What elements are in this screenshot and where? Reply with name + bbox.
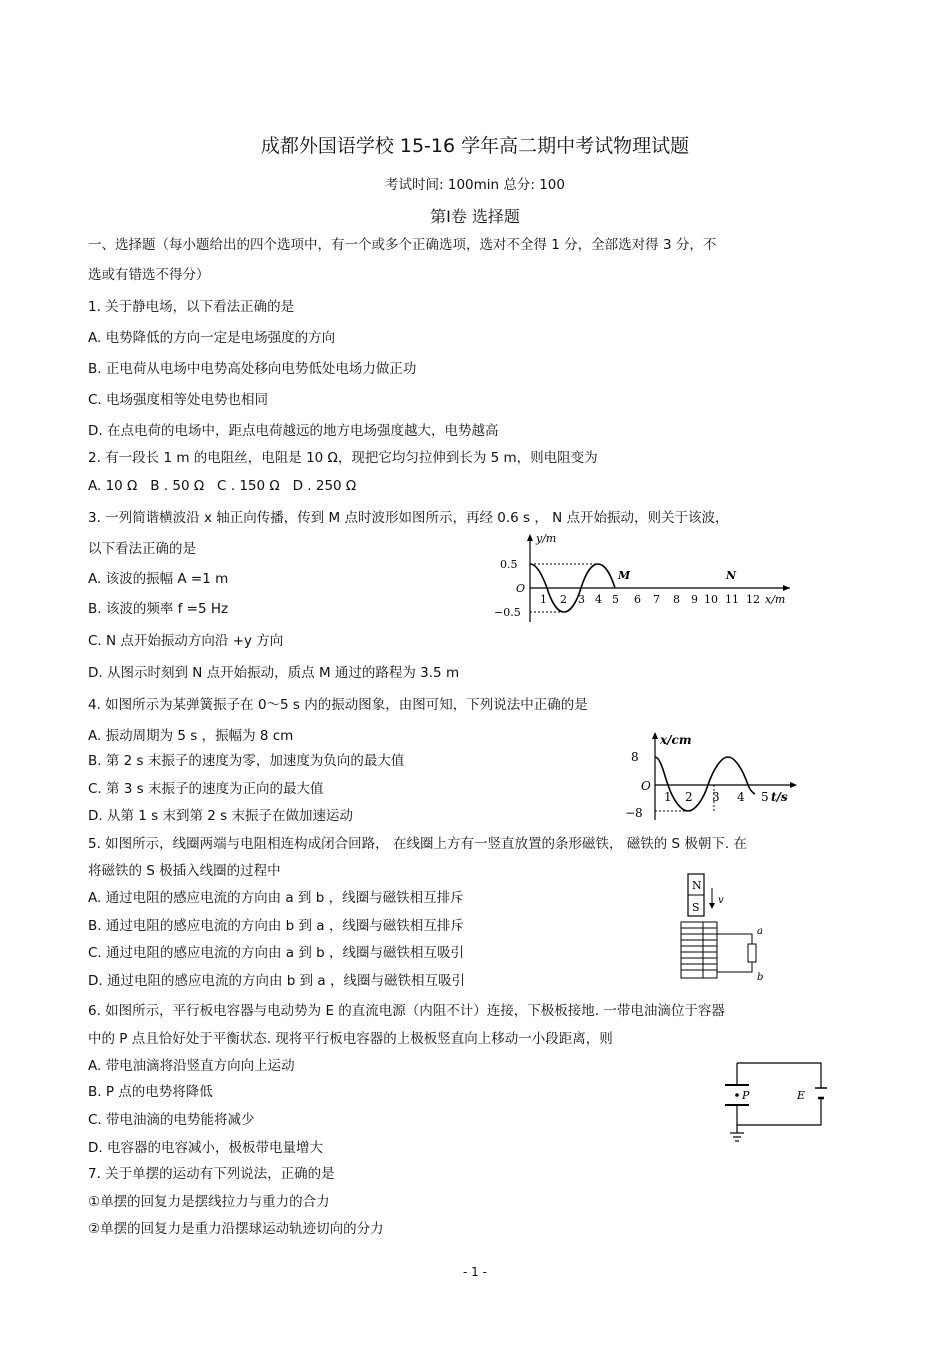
x-tick: 6 bbox=[634, 593, 641, 606]
q3-stem-2: 以下看法正确的是 bbox=[88, 541, 196, 557]
q3-option-a: A. 该波的振幅 A =1 m bbox=[88, 571, 229, 587]
q6-stem: 6. 如图所示，平行板电容器与电动势为 E 的直流电源（内阻不计）连接，下极板接地. 一带电油滴位于容器 bbox=[88, 1003, 725, 1019]
resistor bbox=[748, 944, 756, 962]
page-number: - 1 - bbox=[463, 1265, 487, 1279]
wire-top bbox=[737, 1063, 821, 1088]
q4-option-a: A. 振动周期为 5 s ，振幅为 8 cm bbox=[88, 728, 294, 744]
t-tick: 2 bbox=[685, 790, 693, 804]
q2-stem: 2. 有一段长 1 m 的电阻丝，电阻是 10 Ω，现把它均匀拉伸到长为 5 m，则电阻变为 bbox=[88, 450, 598, 466]
q6-option-b: B. P 点的电势将降低 bbox=[88, 1084, 213, 1100]
x-tick: 5 bbox=[612, 593, 619, 606]
wire-bottom bbox=[737, 1098, 821, 1125]
q7-statement-1: ①单摆的回复力是摆线拉力与重力的合力 bbox=[88, 1194, 330, 1210]
x-tick: 3 bbox=[578, 593, 585, 606]
point-N-label: N bbox=[726, 569, 737, 582]
q4-oscillation-figure bbox=[615, 728, 800, 828]
origin-label: O bbox=[641, 779, 651, 793]
point-P bbox=[735, 1093, 739, 1097]
x-tick: 4 bbox=[595, 593, 602, 606]
q1-stem: 1. 关于静电场，以下看法正确的是 bbox=[88, 299, 295, 315]
t-tick: 5 bbox=[761, 790, 769, 804]
magnet-N-label: N bbox=[692, 879, 702, 892]
y-tick-top: 8 bbox=[631, 750, 639, 764]
instructions-line-1: 一、选择题（每小题给出的四个选项中，有一个或多个正确选项，选对不全得 1 分，全部选对得 3 分，不 bbox=[88, 237, 717, 253]
t-tick: 4 bbox=[737, 790, 745, 804]
q3-option-d: D. 从图示时刻到 N 点开始振动，质点 M 通过的路程为 3.5 m bbox=[88, 665, 460, 681]
q3-option-b: B. 该波的频率 f =5 Hz bbox=[88, 601, 229, 617]
x-tick: 11 bbox=[725, 593, 739, 606]
x-tick: 1 bbox=[540, 593, 547, 606]
instructions-line-2: 选或有错选不得分） bbox=[88, 267, 210, 283]
q6-stem-2: 中的 P 点且恰好处于平衡状态. 现将平行板电容器的上极板竖直向上移动一小段距离，则 bbox=[88, 1031, 613, 1047]
q4-stem: 4. 如图所示为某弹簧振子在 0～5 s 内的振动图象，由图可知，下列说法中正确的是 bbox=[88, 697, 588, 713]
t-tick-labels bbox=[664, 790, 788, 804]
wire-bottom bbox=[717, 962, 752, 972]
page-title: 成都外国语学校 15-16 学年高二期中考试物理试题 bbox=[260, 135, 690, 157]
t-axis-label: t/s bbox=[771, 790, 788, 804]
q4-option-c: C. 第 3 s 末振子的速度为正向的最大值 bbox=[88, 781, 324, 797]
x-tick: 2 bbox=[560, 593, 567, 606]
x-axis-label: x/m bbox=[765, 593, 786, 606]
y-tick-bottom: −0.5 bbox=[494, 606, 521, 619]
t-tick: 3 bbox=[712, 790, 720, 804]
terminal-a-label: a bbox=[757, 926, 763, 937]
magnet-S-label: S bbox=[692, 901, 700, 914]
point-M-label: M bbox=[618, 569, 631, 582]
terminal-b-label: b bbox=[757, 972, 764, 983]
y-tick-top: 0.5 bbox=[500, 558, 518, 571]
q3-option-c: C. N 点开始振动方向沿 +y 方向 bbox=[88, 633, 284, 649]
x-tick: 10 bbox=[704, 593, 718, 606]
q5-magnet-coil-figure bbox=[676, 870, 776, 985]
origin-label: O bbox=[516, 582, 526, 595]
q3-wave-figure bbox=[490, 530, 800, 630]
q6-option-a: A. 带电油滴将沿竖直方向向上运动 bbox=[88, 1058, 295, 1074]
x-tick: 7 bbox=[653, 593, 660, 606]
q1-option-a: A. 电势降低的方向一定是电场强度的方向 bbox=[88, 330, 336, 346]
q5-option-a: A. 通过电阻的感应电流的方向由 a 到 b ，线圈与磁铁相互排斥 bbox=[88, 890, 464, 906]
q1-option-d: D. 在点电荷的电场中，距点电荷越远的地方电场强度越大，电势越高 bbox=[88, 423, 499, 439]
q5-option-d: D. 通过电阻的感应电流的方向由 b 到 a ，线圈与磁铁相互吸引 bbox=[88, 973, 465, 989]
q2-options: A. 10 Ω B . 50 Ω C . 150 Ω D . 250 Ω bbox=[88, 478, 357, 494]
coil bbox=[681, 922, 717, 978]
y-axis-label: y/m bbox=[536, 532, 557, 545]
emf-E-label: E bbox=[797, 1089, 806, 1102]
ground-icon bbox=[730, 1133, 744, 1141]
q7-statement-2: ②单摆的回复力是重力沿摆球运动轨迹切向的分力 bbox=[88, 1221, 384, 1237]
x-tick: 12 bbox=[746, 593, 760, 606]
q6-option-d: D. 电容器的电容减小，极板带电量增大 bbox=[88, 1140, 323, 1156]
q6-capacitor-circuit-figure bbox=[715, 1055, 835, 1145]
q5-option-b: B. 通过电阻的感应电流的方向由 b 到 a ，线圈与磁铁相互排斥 bbox=[88, 918, 464, 934]
q1-option-c: C. 电场强度相等处电势也相同 bbox=[88, 392, 269, 408]
x-tick: 8 bbox=[673, 593, 680, 606]
x-tick: 9 bbox=[691, 593, 698, 606]
q3-stem: 3. 一列简谐横波沿 x 轴正向传播，传到 M 点时波形如图所示，再经 0.6 s ， N 点开始振动，则关于该波， bbox=[88, 510, 729, 526]
y-axis-label: x/cm bbox=[660, 733, 692, 747]
section-heading: 第Ⅰ卷 选择题 bbox=[430, 207, 520, 226]
velocity-label: v bbox=[718, 895, 724, 906]
q1-option-b: B. 正电荷从电场中电势高处移向电势低处电场力做正功 bbox=[88, 361, 417, 377]
y-tick-bottom: −8 bbox=[625, 806, 643, 820]
q5-stem: 5. 如图所示，线圈两端与电阻相连构成闭合回路， 在线圈上方有一竖直放置的条形磁铁， 磁铁的 S 极朝下. 在 bbox=[88, 836, 747, 852]
t-tick: 1 bbox=[664, 790, 672, 804]
q4-option-d: D. 从第 1 s 末到第 2 s 末振子在做加速运动 bbox=[88, 808, 353, 824]
q7-stem: 7. 关于单摆的运动有下列说法，正确的是 bbox=[88, 1166, 335, 1182]
q5-stem-2: 将磁铁的 S 极插入线圈的过程中 bbox=[88, 863, 281, 879]
wire-top bbox=[717, 934, 752, 944]
q6-option-c: C. 带电油滴的电势能将减少 bbox=[88, 1112, 255, 1128]
point-P-label: P bbox=[742, 1089, 750, 1102]
q4-option-b: B. 第 2 s 末振子的速度为零，加速度为负向的最大值 bbox=[88, 753, 405, 769]
exam-meta: 考试时间: 100min 总分: 100 bbox=[385, 177, 565, 193]
q5-option-c: C. 通过电阻的感应电流的方向由 a 到 b ，线圈与磁铁相互吸引 bbox=[88, 945, 465, 961]
